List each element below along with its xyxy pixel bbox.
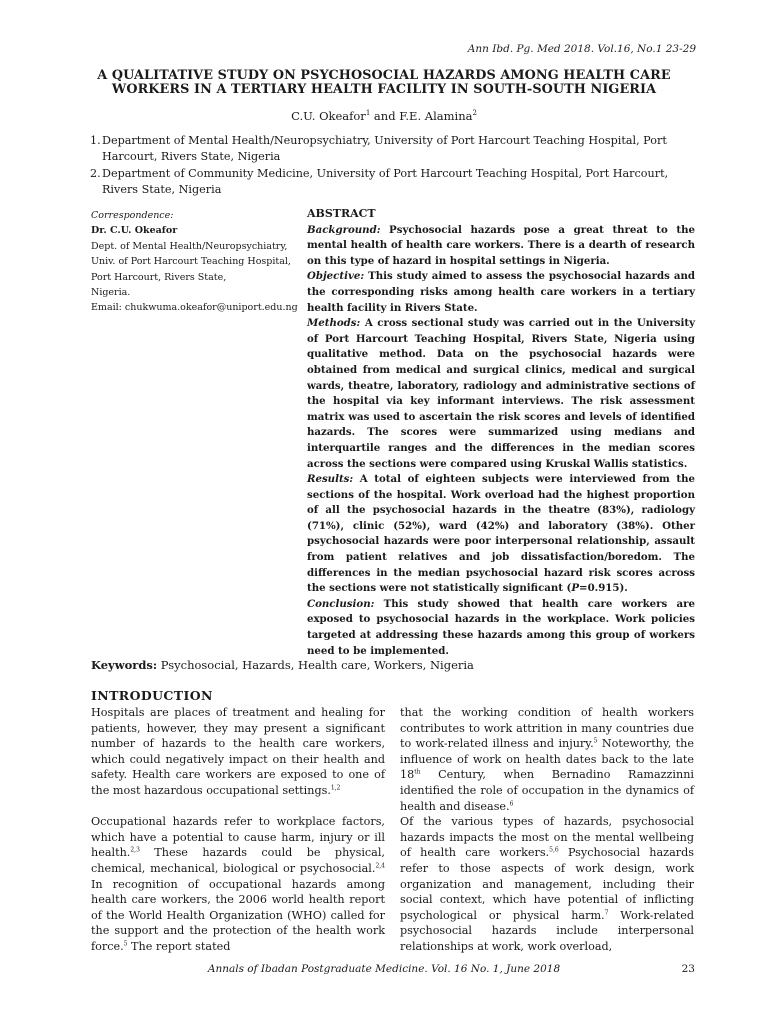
abstract-results: Results: A total of eighteen subjects were interviewed from the sections of the hospital. Work overload had the highest proportion of all the psychosocial hazards in the theatre (83%), radiology (71%), clinic (52%), ward (42%) and laboratory (38%). Other psychosocial hazards were poor interpersonal relationship, assault from patient relatives and job dissatisfaction/boredom. The differences in the median psychosocial hazard risk scores across the sections were not statistically significant (P=0.915).: [307, 473, 695, 595]
author-conjunction: and: [370, 109, 400, 123]
abstract: [307, 206, 695, 659]
abstract-background: Background: Psychosocial hazards pose a great threat to the mental health of health care workers. There is a dearth of research on this type of hazard in hospital settings in Nigeria.: [307, 223, 695, 267]
section-heading-introduction: INTRODUCTION: [91, 688, 213, 703]
ordinal-suffix: th: [414, 768, 421, 776]
citation: 5,6: [549, 846, 559, 854]
body-paragraph: Hospitals are places of treatment and healing for patients, however, they may present a significant number of hazards to the health care workers, which could negatively impact on their health and safety. Health care workers are exposed to one of the most hazardous occupational settings.$^{1,2}$: [91, 706, 385, 797]
body-column-left: [91, 705, 385, 970]
correspondence-address-line: Port Harcourt, Rivers State,: [91, 271, 227, 283]
keywords-list: Psychosocial, Hazards, Health care, Workers, Nigeria: [157, 658, 474, 672]
affiliation-2: [90, 166, 700, 198]
keywords: [91, 658, 474, 672]
author-1-affil: 1: [365, 109, 371, 118]
correspondence-email[interactable]: Email: chukwuma.okeafor@uniport.edu.ng: [91, 302, 298, 314]
abstract-label: Results:: [307, 473, 354, 486]
citation: 6: [509, 799, 514, 807]
abstract-objective: Objective: This study aimed to assess the psychosocial hazards and the corresponding risks among health care workers in a tertiary health facility in Rivers State.: [307, 270, 695, 314]
body-column-right: [400, 705, 694, 955]
running-head: Ann Ibd. Pg. Med 2018. Vol.16, No.1 23-29: [467, 43, 696, 55]
page-number: 23: [681, 963, 695, 975]
author-line: [0, 109, 768, 123]
abstract-methods: Methods: A cross sectional study was carried out in the University of Port Harcourt Teaching Hospital, Rivers State, Nigeria using qualitative method. Data on the psychosocial hazards were obtained from medical and surgical clinics, medical and surgical wards, theatre, laboratory, radiology and administrative sections of the hospital via key informant interviews. The risk assessment matrix was used to ascertain the risk scores and levels of identified hazards. The scores were summarized using medians and interquartile ranges and the differences in the median scores across the sections were compared using Kruskal Wallis statistics.: [307, 317, 695, 470]
abstract-label: Objective:: [307, 270, 365, 283]
abstract-conclusion: Conclusion: This study showed that health care workers are exposed to psychosocial hazards in the workplace. Work policies targeted at addressing these hazards among this group of workers need to be implemented.: [307, 597, 695, 657]
correspondence-address-line: Univ. of Port Harcourt Teaching Hospital,: [91, 256, 291, 268]
affiliation-number: 2.: [90, 167, 101, 180]
citation: 2,4: [375, 862, 385, 870]
body-paragraph: Of the various types of hazards, psychosocial hazards impacts the most on the mental wellbeing of health care workers.$^{5,6}$ Psychosocial hazards refer to those aspects of work design, work organization and management, including their social context, which have potential of inflicting psychological or physical harm.$^7$ Work-related psychosocial hazards include interpersonal relationships at work, work overload,: [400, 815, 694, 953]
correspondence-name: Dr. C.U. Okeafor: [91, 225, 178, 237]
author-2-affil: 2: [472, 109, 477, 118]
body-paragraph: Occupational hazards refer to workplace factors, which have a potential to cause harm, injury or ill health.$^{2,3}$ These hazards could be physical, chemical, mechanical, biological or psychosocial.$^{2,4}$ In recognition of occupational hazards among health care workers, the 2006 world health report of the World Health Organization (WHO) called for the support and the protection of the health work force.$^5$ The report stated: [91, 815, 385, 953]
affiliation-number: 1.: [90, 134, 101, 147]
body-paragraph: that the working condition of health workers contributes to work attrition in many countries due to work-related illness and injury.$^5$ Noteworthy, the influence of work on health dates back to the late 18th Century, when Bernadino Ramazzinni identified the role of occupation in the dynamics of health and disease.$^6$: [400, 706, 695, 813]
citation: 1,2: [330, 784, 341, 792]
citation: 5: [123, 940, 128, 948]
author-2: F.E. Alamina: [399, 109, 473, 123]
citation: 7: [604, 908, 609, 916]
abstract-heading: ABSTRACT: [307, 207, 376, 220]
affiliations: [90, 133, 700, 199]
abstract-label: Conclusion:: [307, 597, 375, 610]
abstract-label: Background:: [307, 223, 381, 236]
correspondence-address-line: Nigeria.: [91, 287, 131, 299]
keywords-label: Keywords:: [91, 658, 158, 672]
affiliation-text: Department of Community Medicine, University of Port Harcourt Teaching Hospital, Port Harcourt, Rivers State, Nigeria: [102, 167, 669, 196]
citation: 5: [593, 737, 598, 745]
journal-citation: Annals of Ibadan Postgraduate Medicine. Vol. 16 No. 1, June 2018: [207, 963, 561, 975]
correspondence-address-line: Dept. of Mental Health/Neuropsychiatry,: [91, 240, 288, 252]
paper-title: A QUALITATIVE STUDY ON PSYCHOSOCIAL HAZARDS AMONG HEALTH CARE WORKERS IN A TERTIARY HEALTH FACILITY IN SOUTH-SOUTH NIGERIA: [97, 68, 671, 97]
correspondence-label: Correspondence:: [91, 210, 174, 221]
abstract-label: Methods:: [307, 317, 361, 330]
citation: 2,3: [130, 846, 140, 854]
affiliation-text: Department of Mental Health/Neuropsychiatry, University of Port Harcourt Teaching Hospital, Port Harcourt, Rivers State, Nigeria: [102, 134, 667, 163]
correspondence-block: [91, 208, 303, 316]
author-1: C.U. Okeafor: [291, 109, 366, 123]
p-value-symbol: P: [571, 582, 580, 595]
affiliation-1: [90, 133, 700, 165]
